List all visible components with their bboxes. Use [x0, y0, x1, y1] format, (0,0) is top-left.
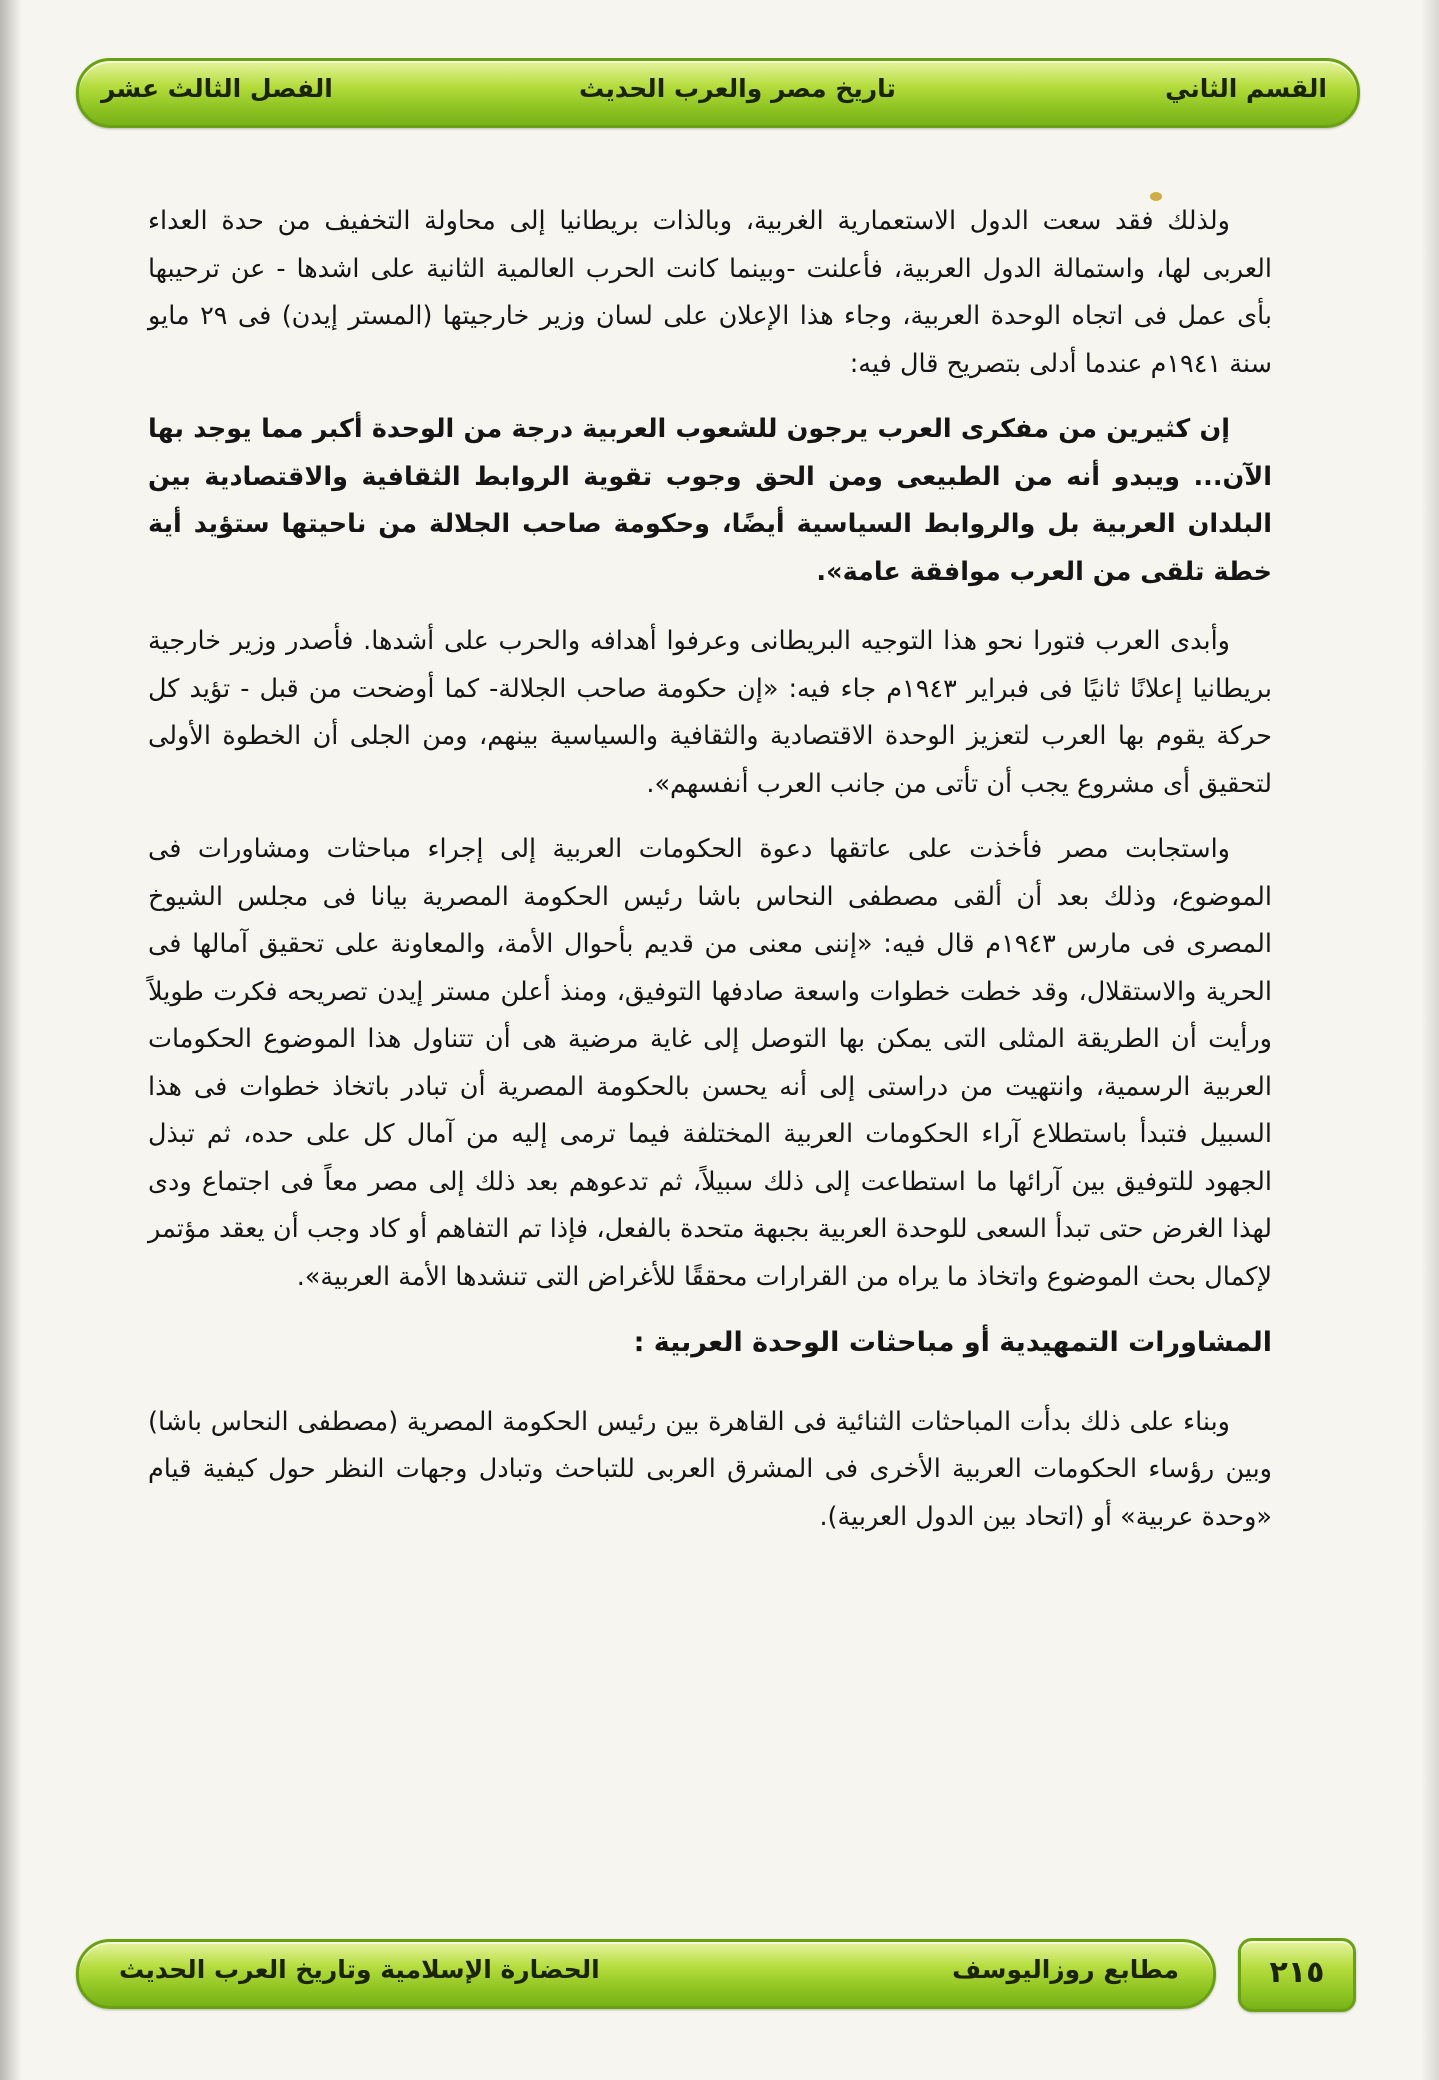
page-number-badge	[1238, 1938, 1356, 2012]
paragraph: واستجابت مصر فأخذت على عاتقها دعوة الحكومات العربية إلى إجراء مباحثات ومشاورات فى الموضوع، وذلك بعد أن ألقى مصطفى النحاس باشا رئيس الحكومة المصرية بيانا فى مجلس الشيوخ المصرى فى مارس ١٩٤٣م قال فيه: «إننى معنى من قديم بأحوال الأمة، والمعاونة على تحقيق آمالها فى الحرية والاستقلال، وقد خطت خطوات واسعة صادفها التوفيق، ومنذ أعلن مستر إيدن تصريحه فكرت طويلاً ورأيت أن الطريقة المثلى التى يمكن بها التوصل إلى غاية مرضية هى أن تتناول هذا الموضوع الحكومات العربية الرسمية، وانتهيت من دراستى إلى أنه يحسن بالحكومة المصرية أن تبادر باتخاذ خطوات فى هذا السبيل فتبدأ باستطلاع آراء الحكومات العربية المختلفة فيما ترمى إليه من آمال كل على حده، ثم تبذل الجهود للتوفيق بين آرائها ما استطاعت إلى ذلك سبيلاً، ثم تدعوهم بعد ذلك إلى مصر معاً فى اجتماع ودى لهذا الغرض حتى تبدأ السعى للوحدة العربية بجبهة متحدة بالفعل، فإذا تم التفاهم أو كاد وجب أن يعقد مؤتمر لإكمال بحث الموضوع واتخاذ ما يراه من القرارات محققًا للأغراض التى تنشدها الأمة العربية».	[148, 834, 1272, 1292]
section-heading: المشاورات التمهيدية أو مباحثات الوحدة العربية :	[633, 1327, 1272, 1358]
paragraph: وبناء على ذلك بدأت المباحثات الثنائية فى القاهرة بين رئيس الحكومة المصرية (مصطفى النحاس باشا) وبين رؤساء الحكومات العربية الأخرى فى المشرق العربى للتباحث وتبادل وجهات النظر حول كيفية قيام «وحدة عربية» أو (اتحاد بين الدول العربية).	[148, 1406, 1272, 1532]
header-book-title: تاريخ مصر والعرب الحديث	[579, 74, 896, 103]
page-binding-shadow	[0, 0, 22, 2080]
running-footer	[76, 1939, 1216, 2009]
footer-book-title: الحضارة الإسلامية وتاريخ العرب الحديث	[119, 1955, 600, 1984]
running-header	[76, 58, 1360, 128]
quoted-statement: إن كثيرين من مفكرى العرب يرجون للشعوب العربية درجة من الوحدة أكبر مما يوجد بها الآن... ويبدو أنه من الطبيعى ومن الحق وجوب تقوية الروابط الثقافية والاقتصادية بين البلدان العربية بل والروابط السياسية أيضًا، وحكومة صاحب الجلالة من ناحيتها ستؤيد أية خطة تلقى من العرب موافقة عامة».	[148, 414, 1272, 587]
body-text	[148, 198, 1272, 1559]
footer-publisher: مطابع روزاليوسف	[952, 1955, 1179, 1984]
header-part-label: القسم الثاني	[1165, 74, 1327, 103]
page-number: ٢١٥	[1269, 1955, 1325, 1990]
paragraph: ولذلك فقد سعت الدول الاستعمارية الغربية، وبالذات بريطانيا إلى محاولة التخفيف من حدة العداء العربى لها، واستمالة الدول العربية، فأعلنت -وبينما كانت الحرب العالمية الثانية على اشدها - عن ترحيبها بأى عمل فى اتجاه الوحدة العربية، وجاء هذا الإعلان على لسان وزير خارجيتها (المستر إيدن) فى ٢٩ مايو سنة ١٩٤١م عندما أدلى بتصريح قال فيه:	[148, 206, 1272, 379]
page-edge-shadow	[1421, 0, 1439, 2080]
paragraph: وأبدى العرب فتورا نحو هذا التوجيه البريطانى وعرفوا أهدافه والحرب على أشدها. فأصدر وزير خارجية بريطانيا إعلانًا ثانيًا فى فبراير ١٩٤٣م جاء فيه: «إن حكومة صاحب الجلالة- كما أوضحت من قبل - تؤيد كل حركة يقوم بها العرب لتعزيز الوحدة الاقتصادية والثقافية والسياسية بينهم، ومن الجلى أن الخطوة الأولى لتحقيق أى مشروع يجب أن تأتى من جانب العرب أنفسهم».	[148, 626, 1272, 799]
header-chapter-label: الفصل الثالث عشر	[101, 74, 333, 103]
